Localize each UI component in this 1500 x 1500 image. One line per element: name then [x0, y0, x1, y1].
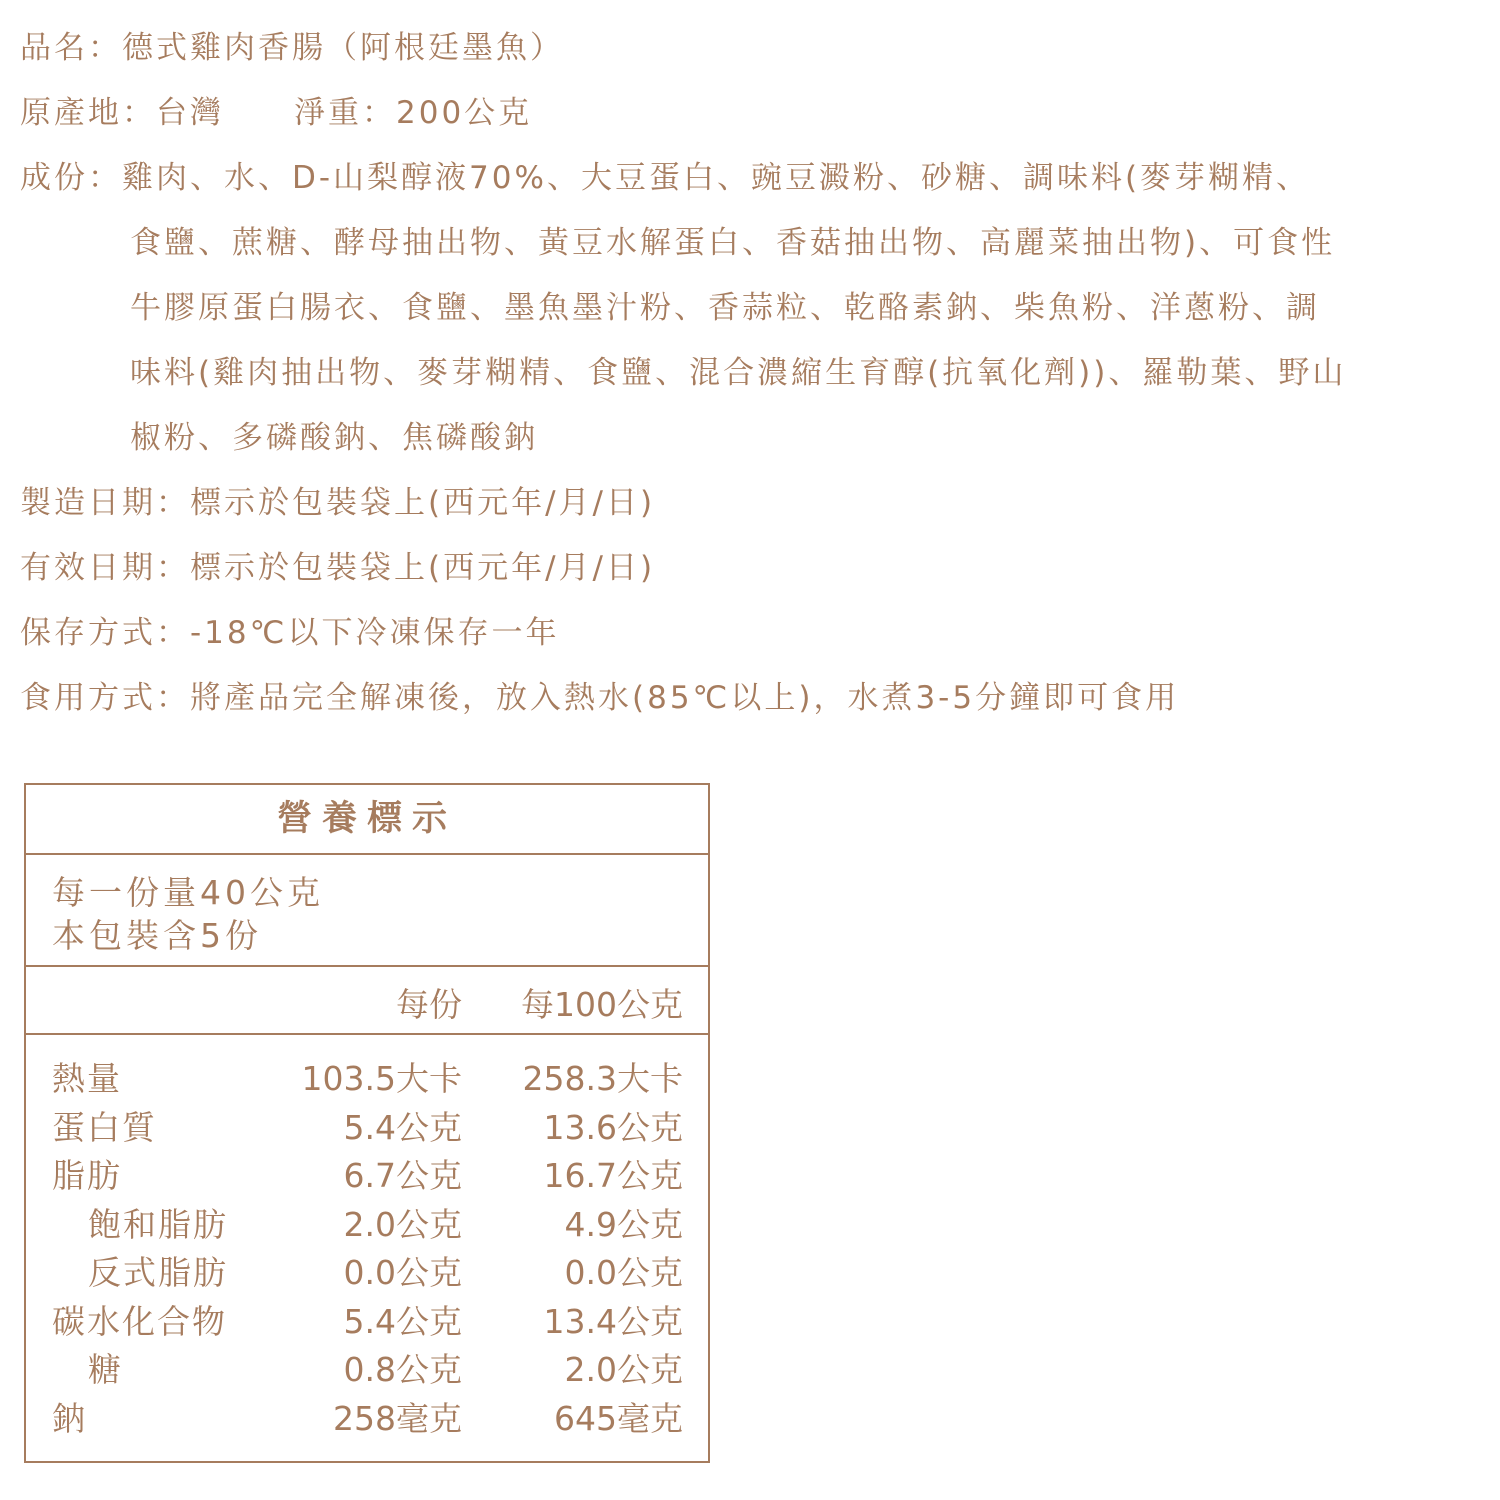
servings-per-pack: 本包裝含5份: [52, 916, 262, 955]
nutrition-row-sugar: [26, 1346, 708, 1395]
nutrition-row-protein: [26, 1104, 708, 1153]
per-100g-value: 258.3大卡: [522, 1059, 683, 1098]
nutrient-name: 糖: [88, 1350, 123, 1389]
nutrient-name: 蛋白質: [52, 1107, 157, 1147]
ingredients-text: 雞肉、水、D-山梨醇液70%、大豆蛋白、豌豆澱粉、砂糖、調味料(麥芽糊精、: [122, 160, 1311, 196]
per-serving-value: 6.7公克: [343, 1156, 462, 1195]
expiry-date-line: [20, 536, 1480, 601]
nutrition-facts-panel: [24, 783, 710, 1463]
origin-label: 原產地：: [20, 95, 156, 131]
per-100g-value: 2.0公克: [564, 1350, 683, 1389]
per-100g-value: 0.0公克: [564, 1253, 683, 1292]
per-serving-value: 5.4公克: [343, 1301, 462, 1341]
nutrient-name: 熱量: [52, 1059, 122, 1098]
expiry-date-label: 有效日期：: [20, 550, 190, 586]
storage-value: -18℃以下冷凍保存一年: [190, 615, 560, 651]
origin-weight-line: [20, 81, 1480, 146]
per-serving-value: 0.0公克: [343, 1253, 462, 1292]
nutrient-name: 碳水化合物: [52, 1301, 227, 1341]
product-name-label: 品名：: [20, 30, 122, 66]
storage-label: 保存方式：: [20, 615, 190, 651]
nutrition-row-sodium: [26, 1395, 708, 1444]
nutrient-name: 脂肪: [52, 1156, 122, 1195]
nutrition-row-trans-fat: [26, 1249, 708, 1298]
per-serving-value: 103.5大卡: [301, 1059, 462, 1098]
product-info: [20, 16, 1480, 731]
ingredients-label: 成份：: [20, 160, 122, 196]
per-serving-value: 0.8公克: [343, 1350, 462, 1389]
storage-line: [20, 601, 1480, 666]
col-per-100g: 每100公克: [521, 985, 683, 1024]
per-serving-value: 258毫克: [333, 1398, 462, 1438]
net-weight-value: 200公克: [396, 95, 533, 131]
nutrient-name: 鈉: [52, 1398, 87, 1438]
per-100g-value: 4.9公克: [564, 1204, 683, 1244]
usage-value: 將產品完全解凍後，放入熱水(85℃以上)，水煮3-5分鐘即可食用: [190, 680, 1180, 716]
expiry-date-value: 標示於包裝袋上(西元年/月/日): [190, 550, 656, 586]
ingredients-line-5: 椒粉、多磷酸鈉、焦磷酸鈉: [130, 420, 538, 456]
net-weight-label: 淨重：: [294, 95, 396, 131]
manufacture-date-label: 製造日期：: [20, 485, 190, 521]
manufacture-date-line: [20, 471, 1480, 536]
usage-label: 食用方式：: [20, 680, 190, 716]
col-per-serving: 每份: [396, 985, 462, 1024]
nutrition-title: 營養標示: [26, 785, 708, 855]
ingredients-line-3: 牛膠原蛋白腸衣、食鹽、墨魚墨汁粉、香蒜粒、乾酪素鈉、柴魚粉、洋蔥粉、調: [130, 290, 1320, 326]
nutrition-row-saturated-fat: [26, 1201, 708, 1250]
nutrient-name: 飽和脂肪: [88, 1204, 228, 1244]
manufacture-date-value: 標示於包裝袋上(西元年/月/日): [190, 485, 656, 521]
per-100g-value: 13.4公克: [543, 1301, 683, 1341]
serving-size: 每一份量40公克: [52, 873, 324, 912]
ingredients-line-2: 食鹽、蔗糖、酵母抽出物、黃豆水解蛋白、香菇抽出物、高麗菜抽出物)、可食性: [130, 225, 1336, 261]
ingredients-line-1: [20, 146, 1480, 211]
ingredients-line-4: 味料(雞肉抽出物、麥芽糊精、食鹽、混合濃縮生育醇(抗氧化劑))、羅勒葉、野山: [130, 355, 1347, 391]
nutrition-row-fat: [26, 1152, 708, 1201]
per-100g-value: 16.7公克: [543, 1156, 683, 1195]
serving-info: [26, 855, 708, 967]
usage-line: [20, 666, 1480, 731]
nutrition-row-carbohydrate: [26, 1298, 708, 1347]
per-100g-value: 645毫克: [554, 1398, 683, 1438]
per-serving-value: 5.4公克: [343, 1107, 462, 1147]
origin-value: 台灣: [156, 95, 224, 131]
per-serving-value: 2.0公克: [343, 1204, 462, 1244]
column-headers: [26, 967, 708, 1035]
nutrition-rows: [26, 1035, 708, 1443]
per-100g-value: 13.6公克: [543, 1107, 683, 1147]
nutrition-row-energy: [26, 1055, 708, 1104]
nutrient-name: 反式脂肪: [88, 1253, 228, 1292]
product-name-value: 德式雞肉香腸（阿根廷墨魚）: [122, 30, 564, 66]
product-name-line: [20, 16, 1480, 81]
